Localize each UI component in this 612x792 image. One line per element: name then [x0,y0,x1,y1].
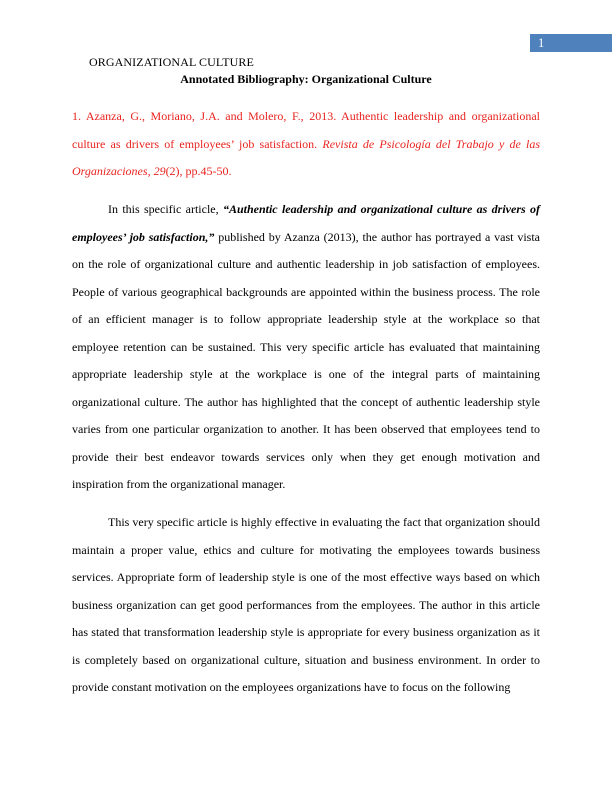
page-number-bar [530,34,612,52]
paragraph-body: published by Azanza (2013), the author has portrayed a vast vista on the role of organizational culture and authentic leadership in job satisfaction of employees. People of various geographical backgrounds are appointed within the business process. The role of an efficient manager is to follow appropriate leadership style at the workplace so that employee retention can be sustained. This very specific article has evaluated that maintaining appropriate leadership style at the workplace is one of the integral parts of maintaining organizational culture. The author has highlighted that the concept of authentic leadership style varies from one particular organization to another. It has been observed that employees tend to provide their best endeavor towards services only when they get enough motivation and inspiration from the organizational manager. [72,229,540,491]
citation-issue-pages: (2), pp.45-50. [165,164,232,178]
paragraph-intro: In this specific article, [108,202,223,216]
document-title: Annotated Bibliography: Organizational Culture [180,72,432,86]
running-head: ORGANIZATIONAL CULTURE [89,55,254,69]
citation-authors-title: 1. Azanza, G., Moriano, J.A. and Molero, F., 2013. Authentic leadership and organizational culture as drivers of employees’ job satisfaction. [72,109,540,151]
annotation-paragraph-1 [72,196,540,499]
citation-journal: Revista de Psicología del Trabajo y de las Organizaciones [72,136,541,178]
page-number: 1 [538,36,545,50]
annotation-paragraph-2: This very specific article is highly effective in evaluating the fact that organization should maintain a proper value, ethics and culture for motivating the employees towards business services. Appropriate form of leadership style is one of the most effective ways based on which business organization can get good performances from the employees. The author in this article has stated that transformation leadership style is appropriate for every business organization as it is completely based on organizational culture, situation and business environment. In order to provide constant motivation on the employees organizations have to focus on the following [72,515,540,694]
article-title-quote: “Authentic leadership and organizational culture as drivers of employees’ job satisfaction,” [72,202,540,244]
citation-entry [72,103,540,186]
citation-separator: , [147,164,154,178]
citation-volume: 29 [153,164,166,178]
